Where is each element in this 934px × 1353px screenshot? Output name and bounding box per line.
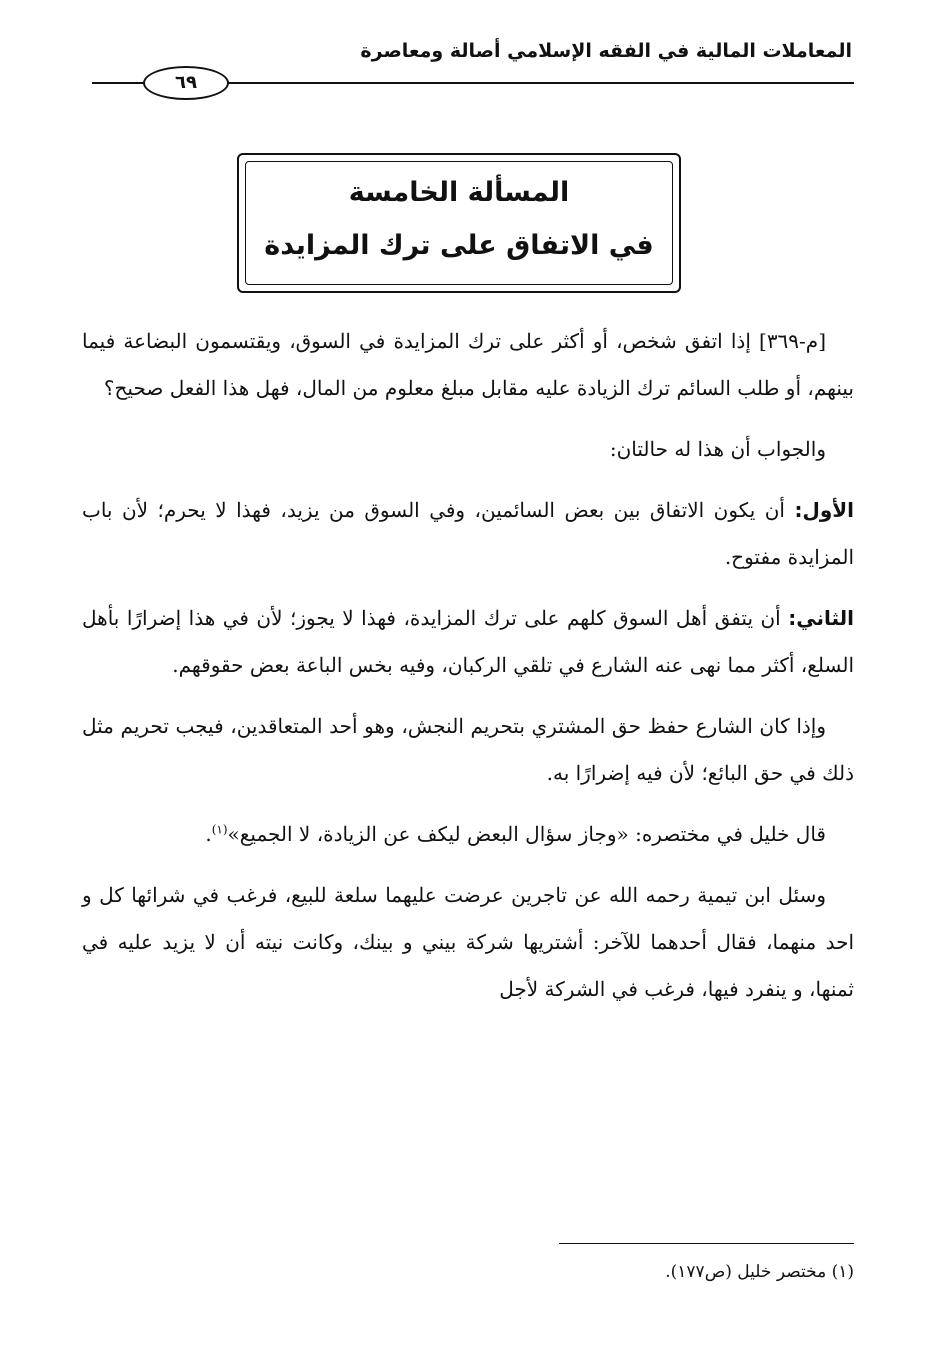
section-title-line-1: المسألة الخامسة: [348, 177, 570, 208]
second-case-lead: الثاني:: [788, 606, 854, 630]
paragraph-seller-right-text: وإذا كان الشارع حفظ حق المشتري بتحريم النجش، وهو أحد المتعاقدين، فيجب تحريم مثل ذلك في حق البائع؛ لأن فيه إضرارًا به.: [82, 714, 854, 785]
paragraph-question: [82, 318, 854, 412]
section-title-line-2: في الاتفاق على ترك المزايدة: [264, 230, 654, 261]
paragraph-seller-right: [82, 703, 854, 797]
paragraph-first-case: [82, 487, 854, 581]
running-header-title: المعاملات المالية في الفقه الإسلامي أصالة ومعاصرة: [360, 40, 852, 62]
khalil-quote-text: قال خليل في مختصره: «وجاز سؤال البعض ليكف عن الزيادة، لا الجميع»: [227, 822, 826, 846]
first-case-lead: الأول:: [794, 498, 854, 522]
paragraph-question-text: [م-٣٦٩] إذا اتفق شخص، أو أكثر على ترك المزايدة في السوق، ويقتسمون البضاعة فيما بينهم، أو طلب السائم ترك الزيادة عليه مقابل مبلغ معلوم من المال، فهل هذا الفعل صحيح؟: [82, 329, 854, 400]
paragraph-answer-intro-text: والجواب أن هذا له حالتان:: [609, 437, 826, 461]
khalil-quote-end: .: [205, 822, 212, 846]
footnote-rule: [559, 1243, 854, 1244]
second-case-text: أن يتفق أهل السوق كلهم على ترك المزايدة، فهذا لا يجوز؛ لأن في هذا إضرارًا بأهل السلع، أكثر مما نهى عنه الشارع في تلقي الركبان، وفيه بخس الباعة بعض حقوقهم.: [82, 606, 854, 677]
paragraph-ibn-taymiyyah-text: وسئل ابن تيمية رحمه الله عن تاجرين عرضت عليهما سلعة للبيع، فرغب في شرائها كل و احد منهما، فقال أحدهما للآخر: أشتريها شركة بيني و بينك، وكانت نيته أن لا يزيد عليه في ثمنها، و ينفرد فيها، فرغب في الشركة لأجل: [82, 883, 854, 1001]
paragraph-khalil-quote: [82, 811, 854, 858]
section-title-box: [237, 153, 681, 293]
body-text: [82, 318, 854, 1027]
page-number: ٦٩: [143, 66, 229, 100]
paragraph-second-case: [82, 595, 854, 689]
footnote-1: (١) مختصر خليل (ص١٧٧).: [665, 1262, 854, 1282]
first-case-text: أن يكون الاتفاق بين بعض السائمين، وفي السوق من يزيد، فهذا لا يحرم؛ لأن باب المزايدة مفتوح.: [82, 498, 854, 569]
paragraph-ibn-taymiyyah: [82, 872, 854, 1013]
footnote-ref-1: (١): [211, 822, 228, 837]
paragraph-answer-intro: [82, 426, 854, 473]
